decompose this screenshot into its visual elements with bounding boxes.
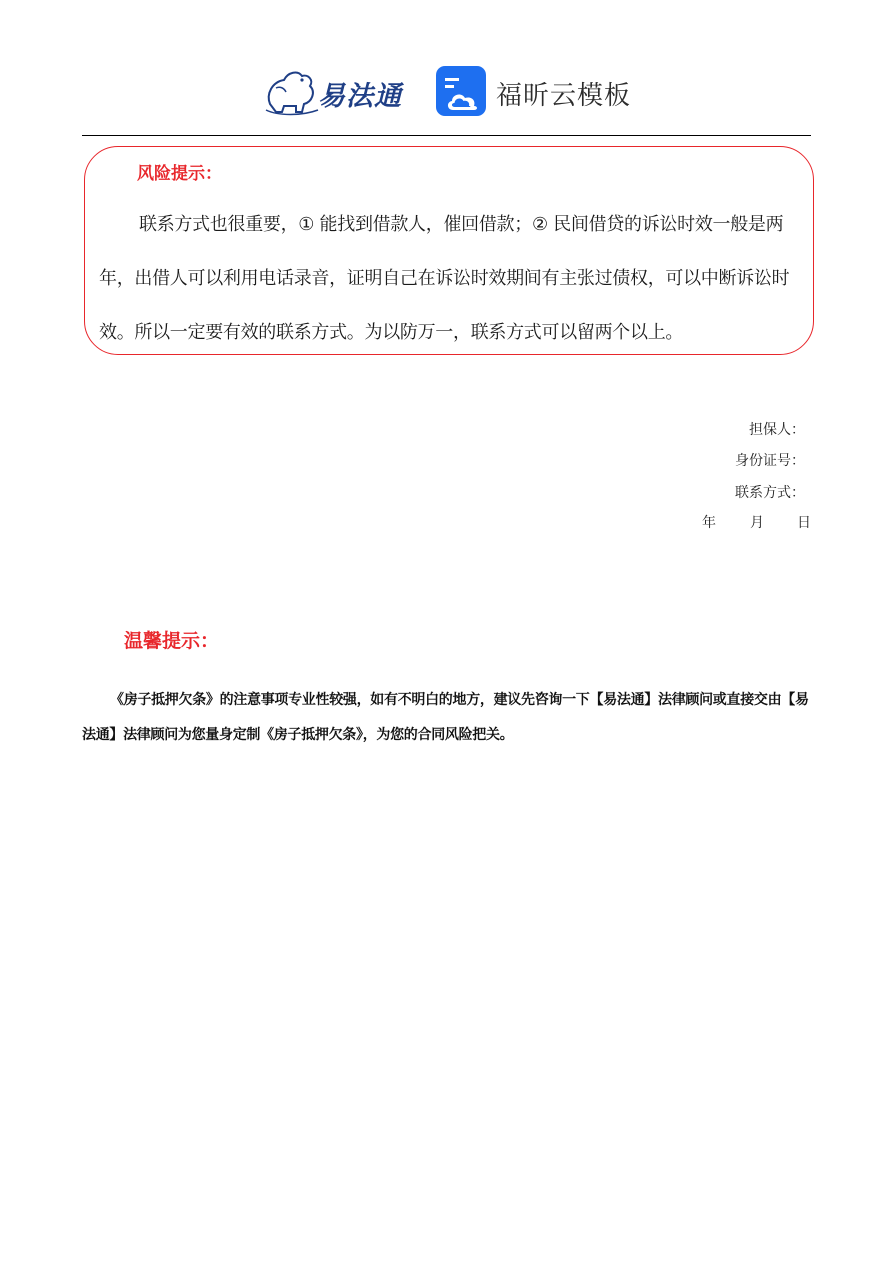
warm-tip-body: 《房子抵押欠条》的注意事项专业性较强，如有不明白的地方，建议先咨询一下【易法通】法律顾问或直接交由【易法通】法律顾问为您量身定制《房子抵押欠条》，为您的合同风险把关。 — [82, 692, 809, 743]
risk-notice-title: 风险提示： — [137, 164, 222, 184]
yifatong-brand-text: 易法通 — [318, 81, 402, 112]
risk-notice-body: 联系方式也很重要，① 能找到借款人，催回借款；② 民间借贷的诉讼时效一般是两年，出借人可以利用电话录音，证明自己在诉讼时效期间有主张过债权，可以中断诉讼时效。所以一定要有效的联系方式。为以防万一，联系方式可以留两个以上。 — [99, 214, 790, 343]
page-header — [0, 58, 893, 122]
fuxin-brand-text: 福昕云模板 — [496, 81, 632, 111]
day-label: 日 — [797, 515, 811, 531]
yifatong-logo — [262, 60, 412, 118]
year-label: 年 — [702, 515, 716, 531]
month-label: 月 — [750, 515, 764, 531]
guarantor-label: 担保人： — [749, 422, 805, 438]
fuxin-logo — [436, 66, 636, 118]
qilin-icon — [262, 64, 322, 116]
cloud-doc-icon — [436, 66, 488, 118]
warm-tip-title: 温馨提示： — [124, 630, 220, 652]
header-divider — [82, 135, 811, 136]
contact-label: 联系方式： — [735, 485, 805, 501]
risk-notice-box — [84, 146, 814, 355]
id-number-label: 身份证号： — [735, 453, 805, 469]
